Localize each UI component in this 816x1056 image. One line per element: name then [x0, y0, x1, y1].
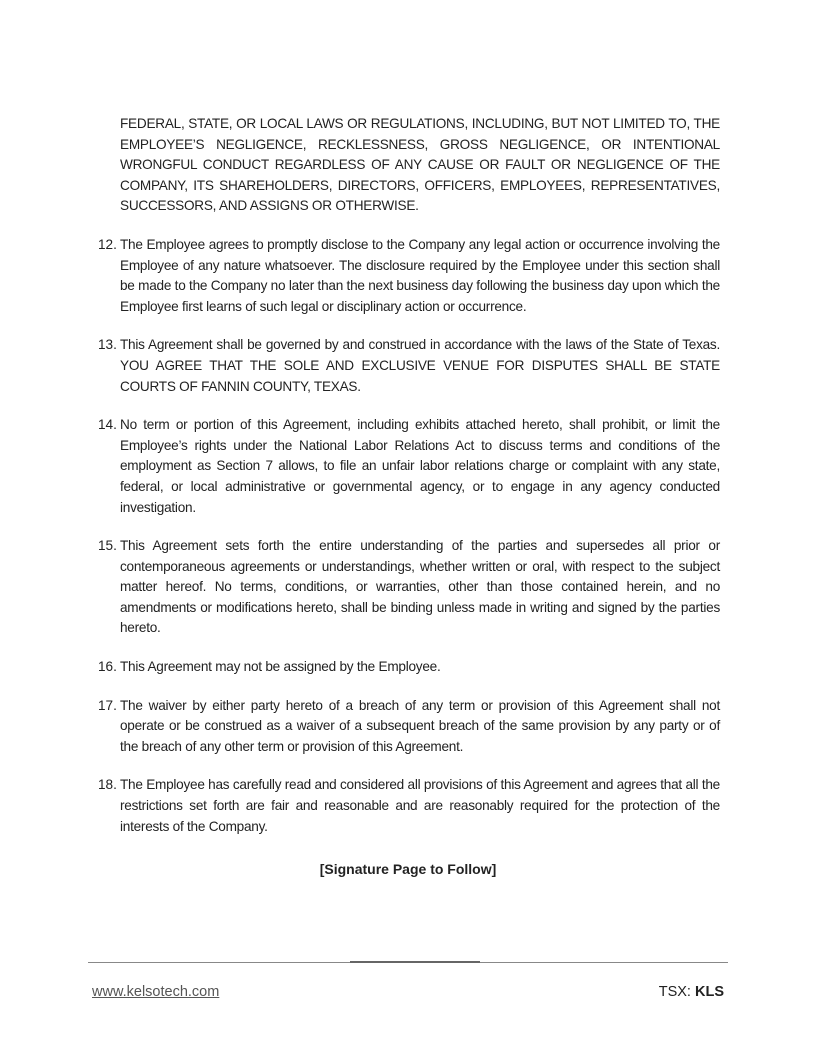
section-number: 14.: [98, 417, 117, 433]
footer-website-link[interactable]: www.kelsotech.com: [92, 984, 220, 1000]
footer-divider-accent: [350, 961, 480, 963]
section-number: 18.: [98, 777, 117, 793]
document-body: [98, 114, 720, 879]
section-text: The Employee has carefully read and considered all provisions of this Agreement and agrees that all the restrictions set forth are fair and reasonable and are reasonably required for the protection of the interests of the Company.: [120, 777, 720, 834]
signature-note: [Signature Page to Follow]: [319, 861, 497, 878]
section-12: [98, 235, 720, 317]
section-17: [98, 696, 720, 758]
section-number: 13.: [98, 337, 117, 353]
section-15: [98, 536, 720, 639]
section-text: This Agreement may not be assigned by the Employee.: [120, 659, 441, 675]
section-text: The Employee agrees to promptly disclose to the Company any legal action or occurrence involving the Employee of any nature whatsoever. The disclosure required by the Employee under this section shall be made to the Company no later than the next business day following the business day upon which the Employee first learns of such legal or disciplinary action or occurrence.: [120, 236, 720, 314]
section-text: This Agreement sets forth the entire understanding of the parties and supersedes all prior or contemporaneous agreements or understandings, whether written or oral, with respect to the subject matter hereof. No terms, conditions, or warranties, other than those contained herein, and no amendments or modifications hereto, shall be binding unless made in writing and signed by the parties hereto.: [120, 538, 720, 636]
section-18: [98, 775, 720, 837]
footer-ticker: [659, 984, 724, 1000]
section-number: 17.: [98, 697, 117, 713]
section-text: The waiver by either party hereto of a breach of any term or provision of this Agreement shall not operate or be construed as a waiver of a subsequent breach of the same provision by any party or of the breach of any other term or provision of this Agreement.: [120, 697, 720, 754]
continuation-paragraph: FEDERAL, STATE, OR LOCAL LAWS OR REGULATIONS, INCLUDING, BUT NOT LIMITED TO, THE EMPLOYEE’S NEGLIGENCE, RECKLESSNESS, GROSS NEGLIGENCE, OR INTENTIONAL WRONGFUL CONDUCT REGARDLESS OF ANY CAUSE OR FAULT OR NEGLIGENCE OF THE COMPANY, ITS SHAREHOLDERS, DIRECTORS, OFFICERS, EMPLOYEES, REPRESENTATIVES, SUCCESSORS, AND ASSIGNS OR OTHERWISE.: [120, 116, 720, 214]
section-number: 15.: [98, 538, 117, 554]
ticker-label: TSX:: [658, 984, 691, 1000]
section-16: [98, 657, 720, 678]
ticker-symbol: KLS: [695, 984, 724, 1000]
section-text: This Agreement shall be governed by and construed in accordance with the laws of the State of Texas. YOU AGREE THAT THE SOLE AND EXCLUSIVE VENUE FOR DISPUTES SHALL BE STATE COURTS OF FANNIN COUNTY, TEXAS.: [120, 337, 720, 394]
section-number: 12.: [98, 236, 117, 252]
section-text: No term or portion of this Agreement, including exhibits attached hereto, shall prohibit, or limit the Employee’s rights under the National Labor Relations Act to discuss terms and conditions of the employment as Section 7 allows, to file an unfair labor relations charge or complaint with any state, federal, or local administrative or governmental agency, or to engage in any agency conducted investigation.: [120, 417, 720, 515]
section-14: [98, 415, 720, 518]
section-13: [98, 335, 720, 397]
section-number: 16.: [98, 659, 117, 675]
